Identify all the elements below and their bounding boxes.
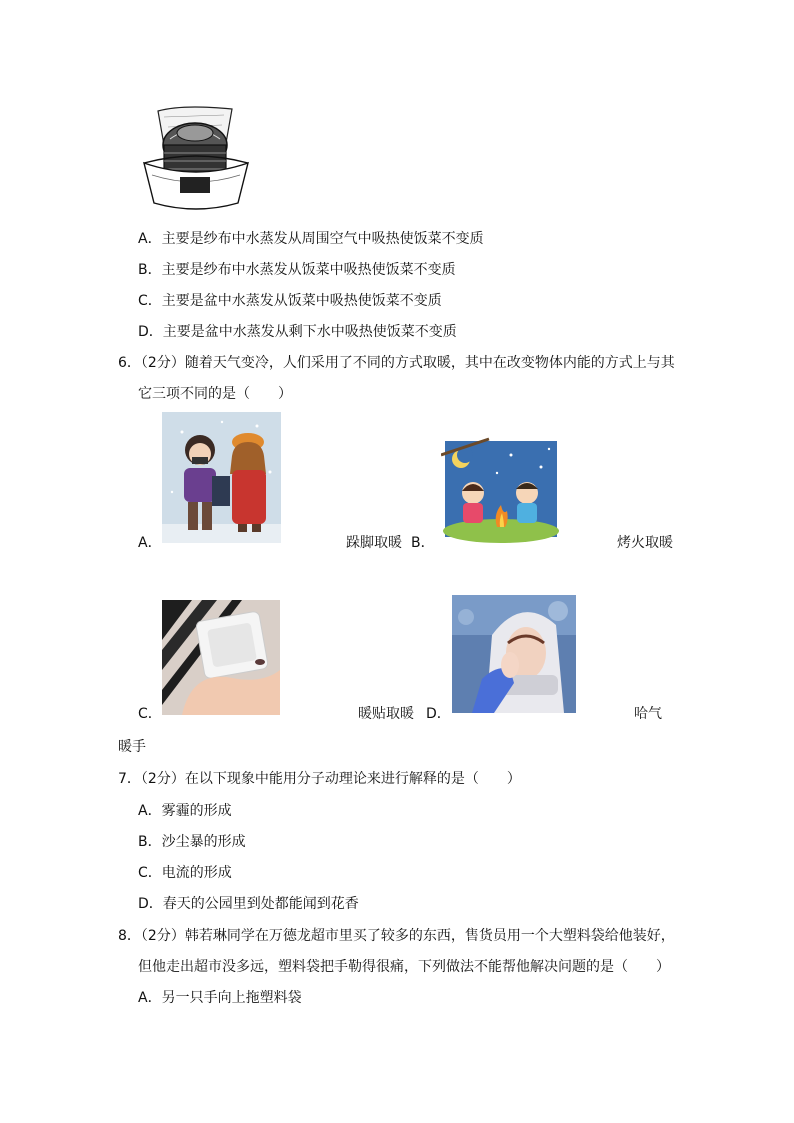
q8-stem-line2: 但他走出超市没多远，塑料袋把手勒得很痛，下列做法不能帮他解决问题的是（ ） — [138, 959, 670, 975]
q7-option-a: A．雾霾的形成 — [138, 803, 232, 819]
food-basket-basin-figure — [140, 103, 252, 215]
q7-option-b: B．沙尘暴的形成 — [138, 834, 246, 850]
q7-stem: 7．（2分）在以下现象中能用分子动理论来进行解释的是（ ） — [118, 771, 521, 787]
q5-option-a: A．主要是纱布中水蒸发从周围空气中吸热使饭菜不变质 — [138, 231, 484, 247]
q7-option-c: C．电流的形成 — [138, 865, 232, 881]
q6-option-b-letter: B． — [411, 535, 435, 551]
q6-option-a-caption: 跺脚取暖 — [346, 535, 402, 551]
q6-option-d-letter: D． — [426, 706, 451, 722]
q6-stem-line2: 它三项不同的是（ ） — [138, 386, 292, 402]
q7-option-d: D．春天的公园里到处都能闻到花香 — [138, 896, 359, 912]
q5-option-c: C．主要是盆中水蒸发从饭菜中吸热使饭菜不变质 — [138, 293, 442, 309]
q6-option-d-caption-wrap: 暖手 — [118, 739, 146, 755]
q6-option-d-caption: 哈气 — [634, 706, 662, 722]
q5-option-b: B．主要是纱布中水蒸发从饭菜中吸热使饭菜不变质 — [138, 262, 456, 278]
campfire-image — [441, 435, 559, 545]
q8-option-a: A．另一只手向上拖塑料袋 — [138, 990, 302, 1006]
q6-option-c-letter: C． — [138, 706, 162, 722]
q6-option-c-caption: 暖贴取暖 — [358, 706, 414, 722]
heat-patch-image — [162, 600, 280, 715]
q6-stem-line1: 6．（2分）随着天气变冷，人们采用了不同的方式取暖，其中在改变物体内能的方式上与其 — [118, 355, 675, 371]
q6-option-a-letter: A． — [138, 535, 162, 551]
breathing-on-hands-image — [452, 595, 576, 713]
stamping-feet-image — [162, 412, 281, 543]
q8-stem-line1: 8．（2分）韩若琳同学在万德龙超市里买了较多的东西，售货员用一个大塑料袋给他装好， — [118, 928, 675, 944]
q6-option-b-caption: 烤火取暖 — [617, 535, 673, 551]
q5-option-d: D．主要是盆中水蒸发从剩下水中吸热使饭菜不变质 — [138, 324, 457, 340]
